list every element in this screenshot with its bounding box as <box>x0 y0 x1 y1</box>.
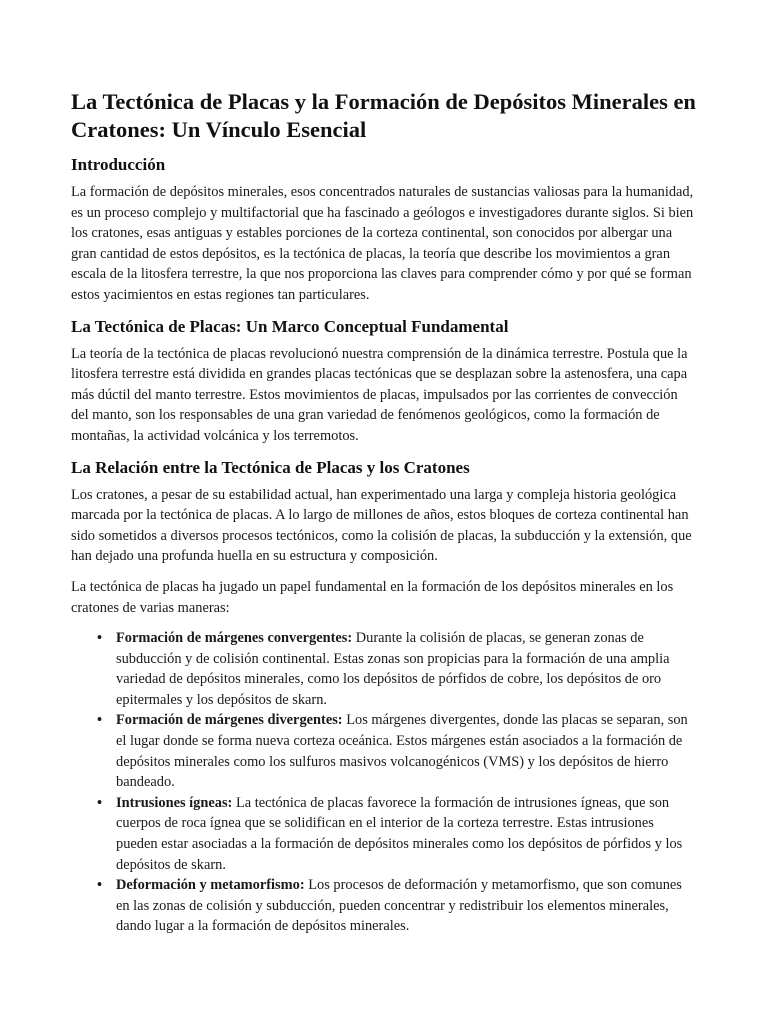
section-relacion-cratones <box>71 457 697 619</box>
list-item-term: Intrusiones ígneas: <box>116 794 233 811</box>
list-item-text: Los procesos de deformación y metamorfismo, que son comunes en las zonas de colisión y subducción, pueden concentrar y redistribuir los elementos minerales, dando lugar a la formación de depósitos minerales. <box>116 877 682 935</box>
section-marco-conceptual <box>71 316 697 447</box>
list-item-text: Los márgenes divergentes, donde las placas se separan, son el lugar donde se forma nueva corteza oceánica. Estos márgenes están asociados a la formación de depósitos minerales como los sulfuros masivos volcanogénicos (VMS) y los depósitos de hierro bandeado. <box>116 712 688 791</box>
list-item <box>71 875 697 937</box>
bullet-icon: • <box>97 712 103 729</box>
paragraph: La tectónica de placas ha jugado un papel fundamental en la formación de los depósitos minerales en los cratones de varias maneras: <box>71 578 674 616</box>
bullet-icon: • <box>97 794 103 811</box>
document-title: La Tectónica de Placas y la Formación de Depósitos Minerales en Cratones: Un Vínculo Esencial <box>71 89 696 142</box>
bullet-icon: • <box>97 877 103 894</box>
bullet-list <box>71 628 697 937</box>
document-page <box>71 88 697 937</box>
paragraph: La formación de depósitos minerales, esos concentrados naturales de sustancias valiosas para la humanidad, es un proceso complejo y multifactorial que ha fascinado a geólogos e investigadores durante siglos. Si bien los cratones, esas antiguas y estables porciones de la corteza continental, son conocidos por albergar una gran cantidad de estos depósitos, es la tectónica de placas, la teoría que describe los movimientos a gran escala de la litosfera terrestre, la que nos proporciona las claves para comprender cómo y por qué se forman estos yacimientos en estas regiones tan particulares. <box>71 184 694 303</box>
section-heading: La Tectónica de Placas: Un Marco Conceptual Fundamental <box>71 316 509 336</box>
bullet-icon: • <box>97 630 103 647</box>
list-item <box>71 710 697 792</box>
section-heading: Introducción <box>71 155 166 174</box>
list-item-text: La tectónica de placas favorece la formación de intrusiones ígneas, que son cuerpos de roca ígnea que se solidifican en el interior de la corteza terrestre. Estas intrusiones pueden estar asociadas a la formación de depósitos minerales como los depósitos de pórfidos y los depósitos de skarn. <box>116 794 683 873</box>
section-introduccion <box>71 154 697 306</box>
list-item-term: Formación de márgenes divergentes: <box>116 712 343 729</box>
list-item-term: Deformación y metamorfismo: <box>116 877 305 894</box>
list-item <box>71 793 697 875</box>
list-item <box>71 628 697 710</box>
section-heading: La Relación entre la Tectónica de Placas y los Cratones <box>71 457 470 477</box>
list-item-term: Formación de márgenes convergentes: <box>116 630 353 647</box>
paragraph: Los cratones, a pesar de su estabilidad actual, han experimentado una larga y compleja historia geológica marcada por la tectónica de placas. A lo largo de millones de años, estos bloques de corteza continental han sido sometidos a diversos procesos tectónicos, como la colisión de placas, la subducción y la extensión, que han dejado una profunda huella en su estructura y composición. <box>71 486 692 565</box>
list-item-text: Durante la colisión de placas, se generan zonas de subducción y de colisión continental. Estas zonas son propicias para la formación de una amplia variedad de depósitos minerales, como los depósitos de pórfidos de cobre, los depósitos de oro epitermales y los depósitos de skarn. <box>116 630 670 708</box>
paragraph: La teoría de la tectónica de placas revolucionó nuestra comprensión de la dinámica terrestre. Postula que la litosfera terrestre está dividida en grandes placas tectónicas que se desplazan sobre la astenosfera, una capa más dúctil del manto terrestre. Estos movimientos de placas, impulsados por las corrientes de convección del manto, son los responsables de una gran variedad de fenómenos geológicos, como la formación de montañas, la actividad volcánica y los terremotos. <box>71 345 688 444</box>
